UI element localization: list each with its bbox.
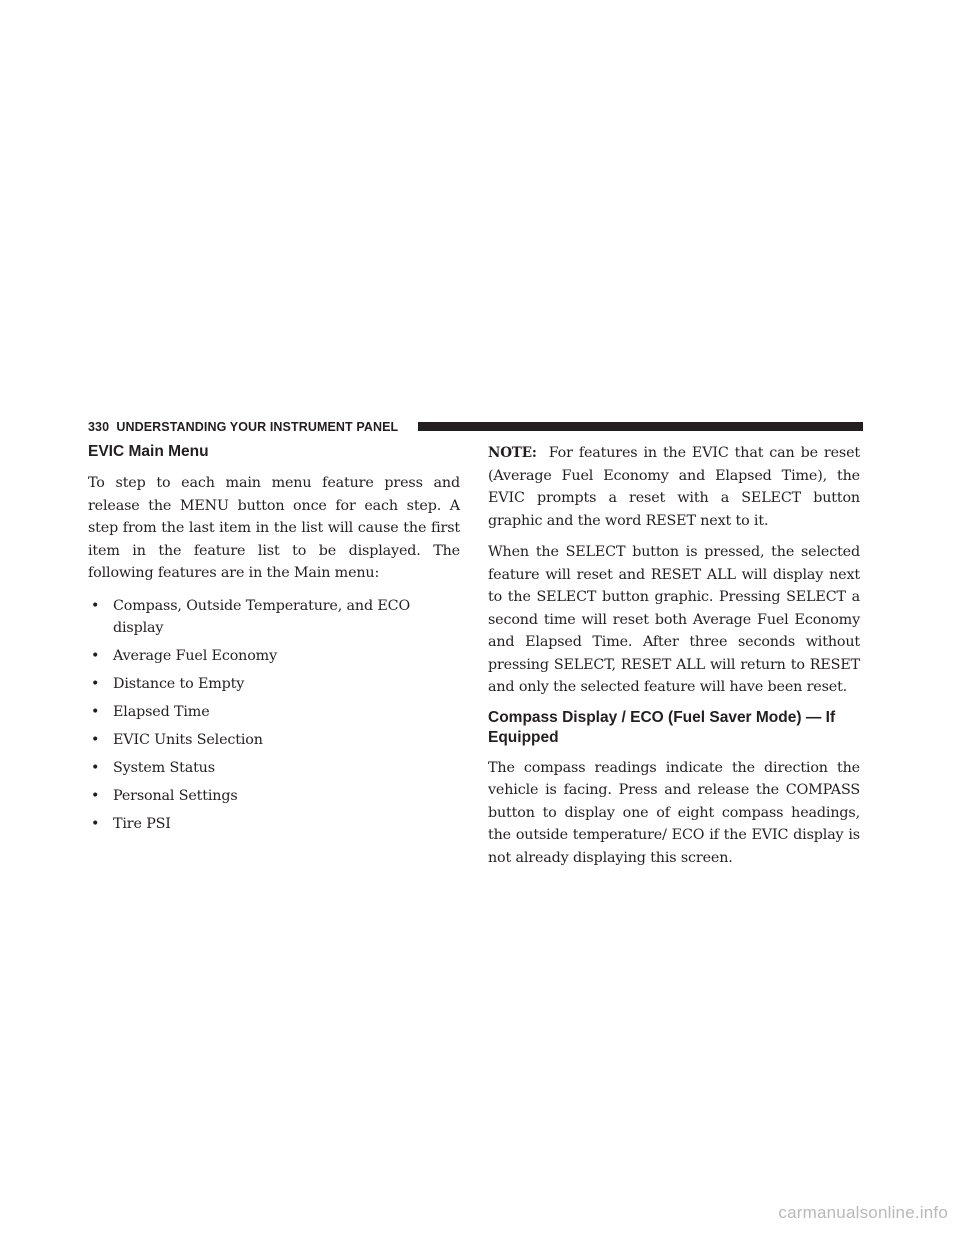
header-rule (418, 422, 863, 431)
bullet: • (91, 788, 100, 804)
compass-heading: Compass Display / ECO (Fuel Saver Mode) — If Equipped (488, 708, 836, 746)
evic-main-menu-heading: EVIC Main Menu (88, 443, 209, 460)
bullet: • (91, 760, 100, 776)
page-number: 330 (88, 420, 110, 434)
list-item (88, 757, 460, 780)
list-item-text: Elapsed Time (113, 704, 210, 720)
list-item-text: Average Fuel Economy (113, 648, 278, 664)
list-item (88, 785, 460, 808)
watermark: carmanualsonline.info (778, 1203, 948, 1222)
list-item (88, 673, 460, 696)
feature-list (88, 595, 460, 836)
note-label: NOTE: (488, 445, 537, 461)
select-paragraph: When the SELECT button is pressed, the selected feature will reset and RESET ALL will display next to the SELECT button graphic. Pressing SELECT a second time will reset both Average Fuel Economy and Elapsed Time. After three seconds without pressing SELECT, RESET ALL will return to RESET and only the selected feature will have been reset. (488, 544, 860, 695)
bullet: • (91, 732, 100, 748)
list-item-text: System Status (113, 760, 215, 776)
note-paragraph (488, 442, 860, 532)
header-title (88, 419, 404, 435)
left-column (88, 442, 460, 841)
list-item (88, 645, 460, 668)
bullet: • (91, 816, 100, 832)
bullet: • (91, 597, 100, 614)
list-item-text: Compass, Outside Temperature, and ECO display (113, 597, 411, 636)
bullet: • (91, 704, 100, 720)
list-item-text: Personal Settings (113, 788, 238, 804)
list-item-text: Tire PSI (113, 816, 171, 832)
bullet: • (91, 648, 100, 664)
list-item-text: EVIC Units Selection (113, 732, 263, 748)
list-item (88, 701, 460, 724)
section-title: UNDERSTANDING YOUR INSTRUMENT PANEL (116, 420, 399, 434)
list-item (88, 729, 460, 752)
page-header (88, 419, 863, 435)
right-column (488, 442, 860, 869)
list-item (88, 595, 460, 640)
list-item-text: Distance to Empty (113, 676, 245, 692)
bullet: • (91, 676, 100, 692)
intro-paragraph: To step to each main menu feature press and release the MENU button once for each step. A step from the last item in the list will cause the first item in the feature list to be displayed. The following features are in the Main menu: (88, 475, 460, 581)
list-item (88, 813, 460, 836)
compass-paragraph: The compass readings indicate the direction the vehicle is facing. Press and release the COMPASS button to display one of eight compass headings, the outside temperature/ ECO if the EVIC display is not already displaying this screen. (488, 759, 860, 866)
note-text: For features in the EVIC that can be reset (Average Fuel Economy and Elapsed Time), the EVIC prompts a reset with a SELECT button graphic and the word RESET next to it. (488, 445, 861, 529)
